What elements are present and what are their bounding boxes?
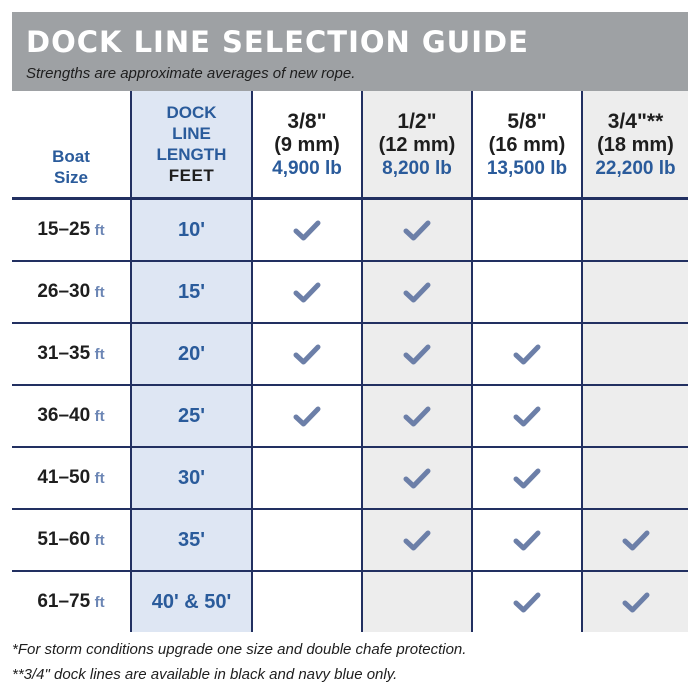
boat-size-unit: ft xyxy=(94,470,105,487)
header-size-3-4 xyxy=(582,91,688,199)
boat-size-cell xyxy=(12,385,131,447)
dock-line-length-cell xyxy=(131,261,252,323)
header-length-line: DOCK xyxy=(166,103,217,122)
size-3-8-cell xyxy=(252,571,362,632)
size-1-2-cell xyxy=(362,447,472,509)
checkmark-icon xyxy=(513,591,541,613)
size-1-2-cell xyxy=(362,199,472,262)
size-3-4-cell xyxy=(582,261,688,323)
boat-size-unit: ft xyxy=(94,284,105,301)
title-banner xyxy=(12,12,688,91)
size-5-8-cell xyxy=(472,385,582,447)
dock-line-length: 10' xyxy=(177,218,205,241)
rope-strength: 22,200 lb xyxy=(595,157,676,179)
size-1-2-cell xyxy=(362,261,472,323)
rope-diameter-metric: (16 mm) xyxy=(488,133,566,156)
size-1-2-cell xyxy=(362,571,472,632)
rope-diameter-metric: (12 mm) xyxy=(378,133,456,156)
checkmark-icon xyxy=(293,219,321,241)
table-row xyxy=(12,447,688,509)
rope-diameter: 5/8" xyxy=(507,109,547,133)
header-size-3-8 xyxy=(252,91,362,199)
rope-strength: 13,500 lb xyxy=(486,157,568,179)
header-length-line: LENGTH xyxy=(156,145,227,164)
page-subtitle: Strengths are approximate averages of new rope. xyxy=(26,65,356,82)
header-length-unit: FEET xyxy=(168,166,215,185)
size-3-8-cell xyxy=(252,447,362,509)
rope-diameter: 3/4"** xyxy=(607,109,664,133)
boat-size-unit: ft xyxy=(94,222,105,239)
size-3-8-cell xyxy=(252,261,362,323)
size-3-4-cell xyxy=(582,447,688,509)
boat-size-cell xyxy=(12,261,131,323)
boat-size-cell xyxy=(12,323,131,385)
size-5-8-cell xyxy=(472,261,582,323)
size-3-4-cell xyxy=(582,385,688,447)
boat-size-cell xyxy=(12,509,131,571)
header-boat-line: Size xyxy=(53,168,89,187)
size-3-8-cell xyxy=(252,385,362,447)
boat-size-unit: ft xyxy=(94,594,105,611)
footnote-storm: *For storm conditions upgrade one size and double chafe protection. xyxy=(12,641,467,658)
dock-line-table xyxy=(12,91,688,632)
dock-line-length-cell xyxy=(131,509,252,571)
checkmark-icon xyxy=(513,529,541,551)
table-row xyxy=(12,571,688,632)
boat-size-range: 61–75 xyxy=(37,591,91,612)
checkmark-icon xyxy=(293,281,321,303)
boat-size-unit: ft xyxy=(94,532,105,549)
boat-size-range: 15–25 xyxy=(37,219,91,240)
rope-diameter: 1/2" xyxy=(397,109,437,133)
dock-line-length-cell xyxy=(131,571,252,632)
size-3-8-cell xyxy=(252,509,362,571)
size-1-2-cell xyxy=(362,509,472,571)
boat-size-unit: ft xyxy=(94,346,105,363)
checkmark-icon xyxy=(293,405,321,427)
page-title: DOCK LINE SELECTION GUIDE xyxy=(26,25,529,59)
header-dock-line-length xyxy=(131,91,252,199)
table-row xyxy=(12,509,688,571)
checkmark-icon xyxy=(293,343,321,365)
dock-line-length: 15' xyxy=(177,280,205,303)
dock-line-length: 20' xyxy=(177,342,205,365)
checkmark-icon xyxy=(622,591,650,613)
header-row xyxy=(12,91,688,199)
checkmark-icon xyxy=(403,405,431,427)
rope-strength: 4,900 lb xyxy=(272,157,342,179)
boat-size-cell xyxy=(12,447,131,509)
dock-line-length-cell xyxy=(131,199,252,262)
table-row xyxy=(12,385,688,447)
boat-size-cell xyxy=(12,571,131,632)
dock-line-length: 30' xyxy=(177,466,205,489)
checkmark-icon xyxy=(513,405,541,427)
size-1-2-cell xyxy=(362,323,472,385)
dock-line-length: 40' & 50' xyxy=(151,590,232,613)
header-boat-size xyxy=(12,91,131,199)
boat-size-range: 36–40 xyxy=(37,405,91,426)
table-row xyxy=(12,199,688,262)
header-boat-line: Boat xyxy=(52,147,90,166)
checkmark-icon xyxy=(403,467,431,489)
size-5-8-cell xyxy=(472,571,582,632)
rope-diameter-metric: (18 mm) xyxy=(597,133,674,156)
table-body xyxy=(12,199,688,633)
boat-size-range: 26–30 xyxy=(37,281,91,302)
size-5-8-cell xyxy=(472,447,582,509)
header-size-5-8 xyxy=(472,91,582,199)
size-5-8-cell xyxy=(472,323,582,385)
checkmark-icon xyxy=(513,343,541,365)
dock-line-length-cell xyxy=(131,447,252,509)
boat-size-unit: ft xyxy=(94,408,105,425)
checkmark-icon xyxy=(403,281,431,303)
checkmark-icon xyxy=(403,343,431,365)
size-5-8-cell xyxy=(472,509,582,571)
rope-diameter: 3/8" xyxy=(287,109,327,133)
size-3-4-cell xyxy=(582,323,688,385)
boat-size-range: 51–60 xyxy=(37,529,91,550)
checkmark-icon xyxy=(622,529,650,551)
size-3-8-cell xyxy=(252,323,362,385)
size-3-4-cell xyxy=(582,509,688,571)
rope-strength: 8,200 lb xyxy=(382,157,452,179)
checkmark-icon xyxy=(403,219,431,241)
checkmark-icon xyxy=(513,467,541,489)
rope-diameter-metric: (9 mm) xyxy=(274,133,340,156)
size-3-4-cell xyxy=(582,199,688,262)
header-size-1-2 xyxy=(362,91,472,199)
boat-size-range: 31–35 xyxy=(37,343,91,364)
dock-line-length: 25' xyxy=(177,404,205,427)
dock-line-length-cell xyxy=(131,323,252,385)
header-length-line: LINE xyxy=(172,124,211,143)
table-row xyxy=(12,261,688,323)
boat-size-range: 41–50 xyxy=(37,467,91,488)
checkmark-icon xyxy=(403,529,431,551)
footnote-color: **3/4" dock lines are available in black and navy blue only. xyxy=(12,666,398,683)
dock-line-length-cell xyxy=(131,385,252,447)
size-3-4-cell xyxy=(582,571,688,632)
boat-size-cell xyxy=(12,199,131,262)
size-3-8-cell xyxy=(252,199,362,262)
size-5-8-cell xyxy=(472,199,582,262)
dock-line-length: 35' xyxy=(177,528,205,551)
size-1-2-cell xyxy=(362,385,472,447)
table-row xyxy=(12,323,688,385)
